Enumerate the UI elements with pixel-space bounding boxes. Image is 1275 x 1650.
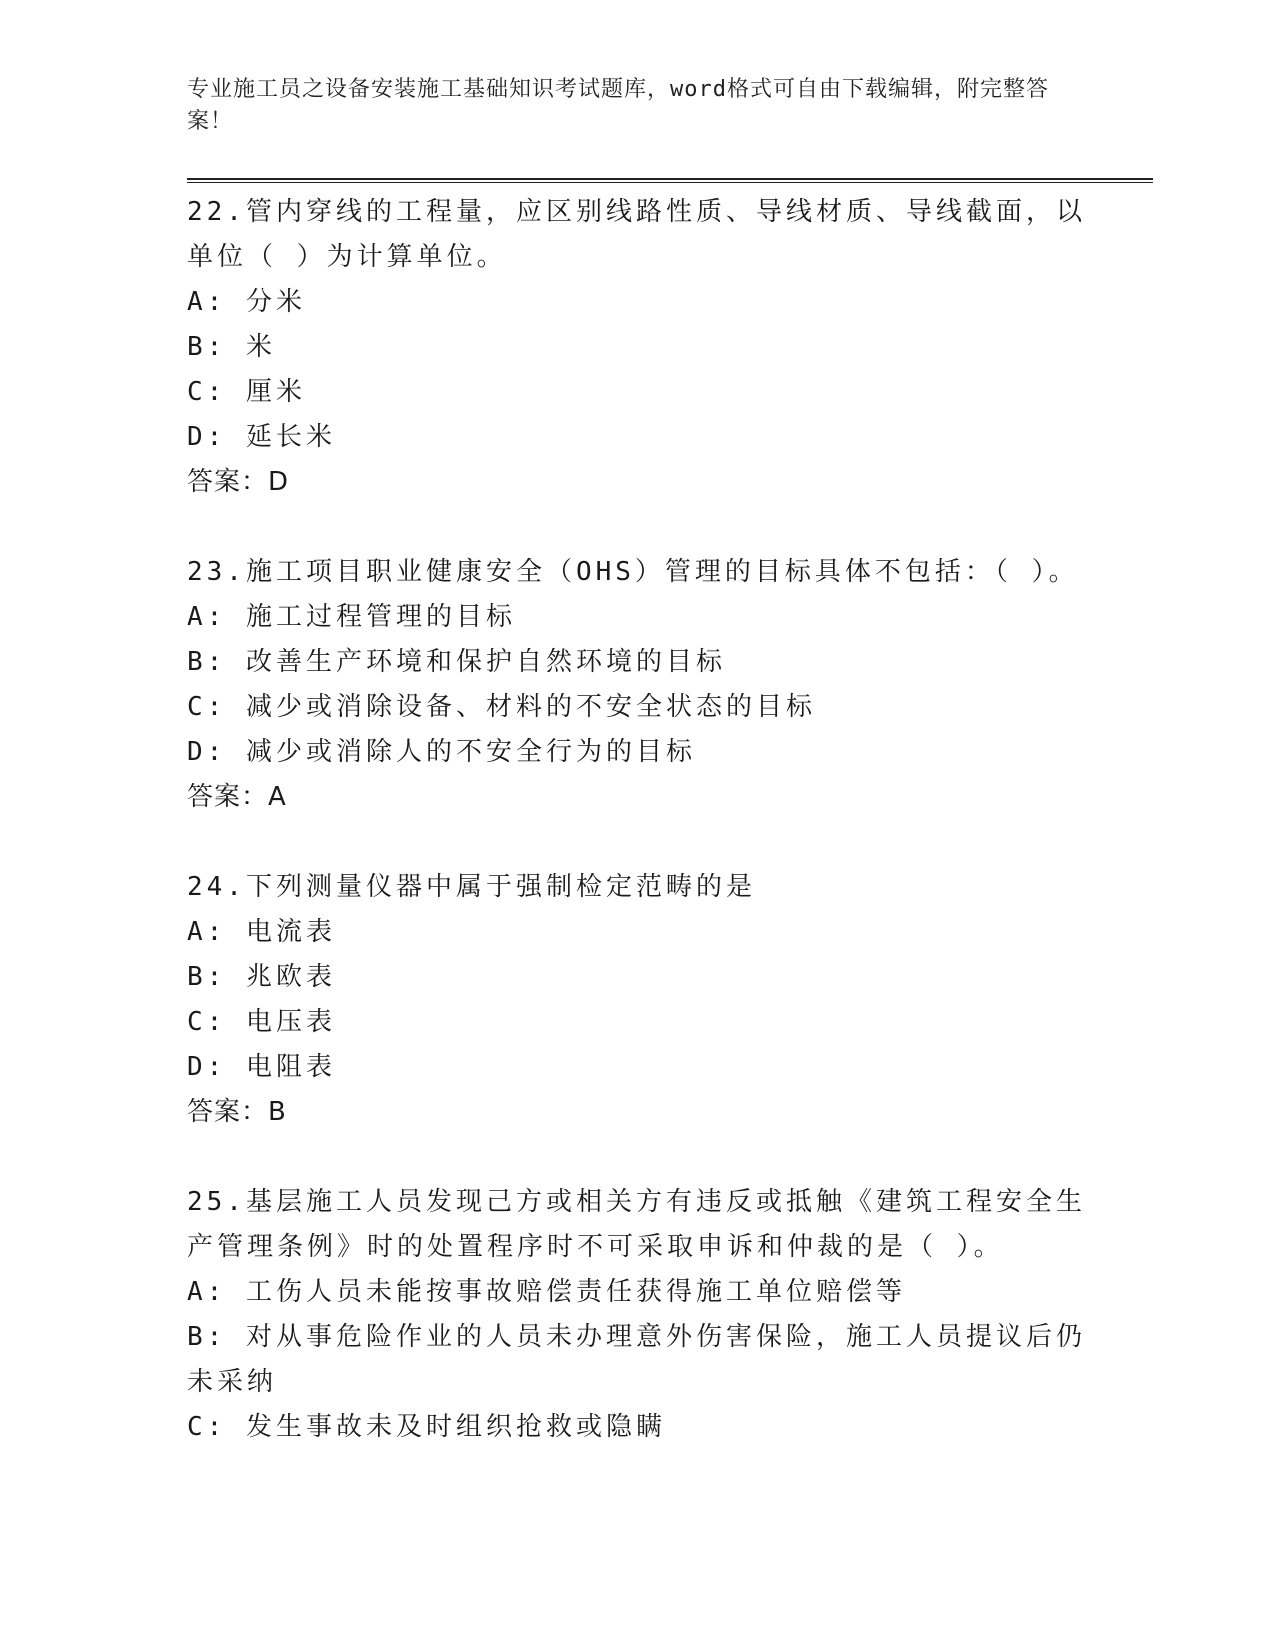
option-b: B: 改善生产环境和保护自然环境的目标 [187, 647, 726, 677]
question-25 [187, 1180, 1087, 1450]
option-a: A: 电流表 [187, 917, 336, 947]
question-23 [187, 550, 1087, 820]
option-a: A: 分米 [187, 287, 306, 317]
document-page [187, 0, 1157, 1650]
question-stem: 25.基层施工人员发现己方或相关方有违反或抵触《建筑工程安全生产管理条例》时的处置程序时不可采取申诉和仲裁的是（ ）。 [187, 1187, 1086, 1262]
option-c: C: 发生事故未及时组织抢救或隐瞒 [187, 1412, 666, 1442]
option-c: C: 减少或消除设备、材料的不安全状态的目标 [187, 692, 816, 722]
option-d: D: 电阻表 [187, 1052, 336, 1082]
option-d: D: 延长米 [187, 422, 336, 452]
option-d: D: 减少或消除人的不安全行为的目标 [187, 737, 696, 767]
option-b: B: 兆欧表 [187, 962, 336, 992]
question-24 [187, 865, 1087, 1135]
option-c: C: 电压表 [187, 1007, 336, 1037]
question-stem: 23.施工项目职业健康安全（OHS）管理的目标具体不包括：（ ）。 [187, 557, 1079, 587]
option-b: B: 米 [187, 332, 276, 362]
answer-line: 答案：D [187, 467, 290, 497]
option-a: A: 施工过程管理的目标 [187, 602, 516, 632]
option-a: A: 工伤人员未能按事故赔偿责任获得施工单位赔偿等 [187, 1277, 906, 1307]
document-header: 专业施工员之设备安装施工基础知识考试题库，word格式可自由下载编辑，附完整答案！ [187, 77, 1049, 134]
answer-line: 答案：B [187, 1097, 287, 1127]
option-c: C: 厘米 [187, 377, 306, 407]
option-b: B: 对从事危险作业的人员未办理意外伤害保险，施工人员提议后仍未采纳 [187, 1322, 1086, 1397]
answer-line: 答案：A [187, 782, 287, 812]
question-list [187, 190, 1087, 1450]
header-divider [187, 178, 1153, 183]
question-stem: 24.下列测量仪器中属于强制检定范畴的是 [187, 872, 756, 902]
question-22 [187, 190, 1087, 505]
question-stem: 22.管内穿线的工程量，应区别线路性质、导线材质、导线截面，以单位（ ）为计算单位。 [187, 197, 1086, 272]
